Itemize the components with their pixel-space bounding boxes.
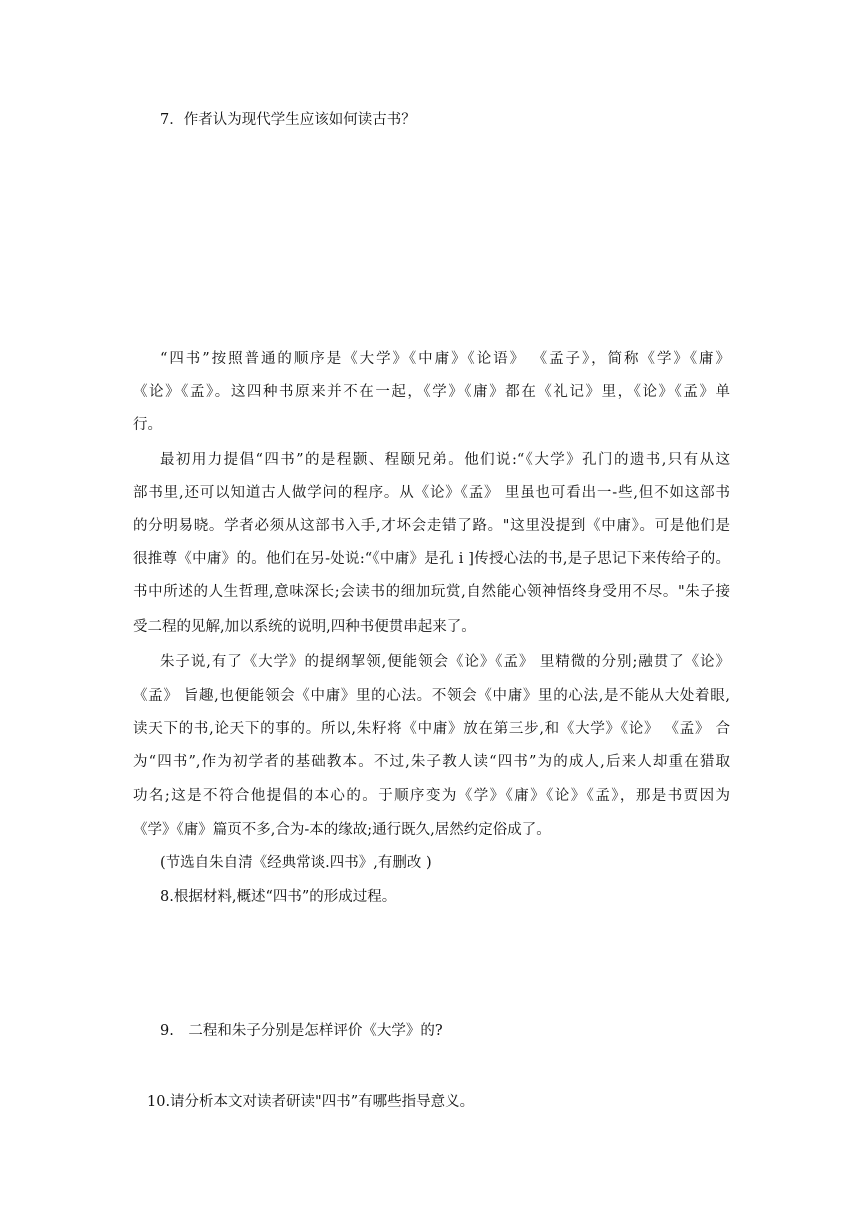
question-8: 8.根据材料,概述“四书”的形成过程。	[160, 889, 397, 905]
passage-p2-line-5: 书中所述的人生哲理,意味深长;会读书的细加玩赏,自然能心领神悟终身受用不尽。"朱子接	[133, 584, 730, 600]
question-7: 7．作者认为现代学生应该如何读古书？	[160, 112, 416, 128]
passage-p2-line-1: 最初用力提倡“四书”的是程颢、程颐兄弟。他们说:“《大学》孔门的遗书,只有从这	[160, 452, 730, 468]
passage-p3-line-2: 《孟》 旨趣,也便能领会《中庸》里的心法。不领会《中庸》里的心法,是不能从大处着眼,	[133, 688, 730, 704]
passage-p2-line-6: 受二程的见解,加以系统的说明,四种书便贯串起来了。	[133, 619, 476, 635]
passage-p1-line-3: 行。	[133, 417, 162, 433]
source-citation: (节选自朱自清《经典常谈.四书》,有删改 )	[160, 855, 432, 871]
passage-p2-line-4: 很推尊《中庸》的。他们在另-处说:“《中庸》是孔 i ]传授心法的书,是子思记下来传给子的。	[133, 551, 730, 567]
passage-p3-line-5: 功名;这是不符合他提倡的本心的。于顺序变为《学》《庸》《论》《孟》，那是书贾因为	[133, 788, 730, 804]
passage-p3-line-6: 《学》《庸》篇页不多,合为-本的缘故;通行既久,居然约定俗成了。	[133, 822, 551, 838]
passage-p1-line-1: “四书”按照普通的顺序是《大学》《中庸》《论语》 《孟子》，简称《学》《庸》	[160, 351, 730, 367]
passage-p1-line-2: 《论》《孟》。这四种书原来并不在一起，《学》《庸》都在《礼记》里，《论》《孟》单	[133, 384, 730, 400]
question-9: 9. 二程和朱子分别是怎样评价《大学》的?	[160, 1023, 443, 1039]
passage-p3-line-4: 为“四书”,作为初学者的基础教本。不过,朱子教人读“四书”为的成人,后来人却重在猎取	[133, 754, 730, 770]
passage-p2-line-2: 部书里,还可以知道古人做学问的程序。从《论》《孟》 里虽也可看出一-些,但不如这部书	[133, 485, 730, 501]
passage-p2-line-3: 的分明易晓。学者必须从这部书入手,才坏会走错了路。"这里没提到《中庸》。可是他们是	[133, 518, 730, 534]
passage-p3-line-3: 读天下的书,论天下的事的。所以,朱籽将《中庸》放在第三步,和《大学》《论》 《孟》 合	[133, 721, 730, 737]
passage-p3-line-1: 朱子说,有了《大学》的提纲挈领,便能领会《论》《孟》 里精微的分别;融贯了《论》	[160, 654, 730, 670]
question-10: 10.请分析本文对读者研读"四书”有哪些指导意义。	[147, 1094, 475, 1110]
